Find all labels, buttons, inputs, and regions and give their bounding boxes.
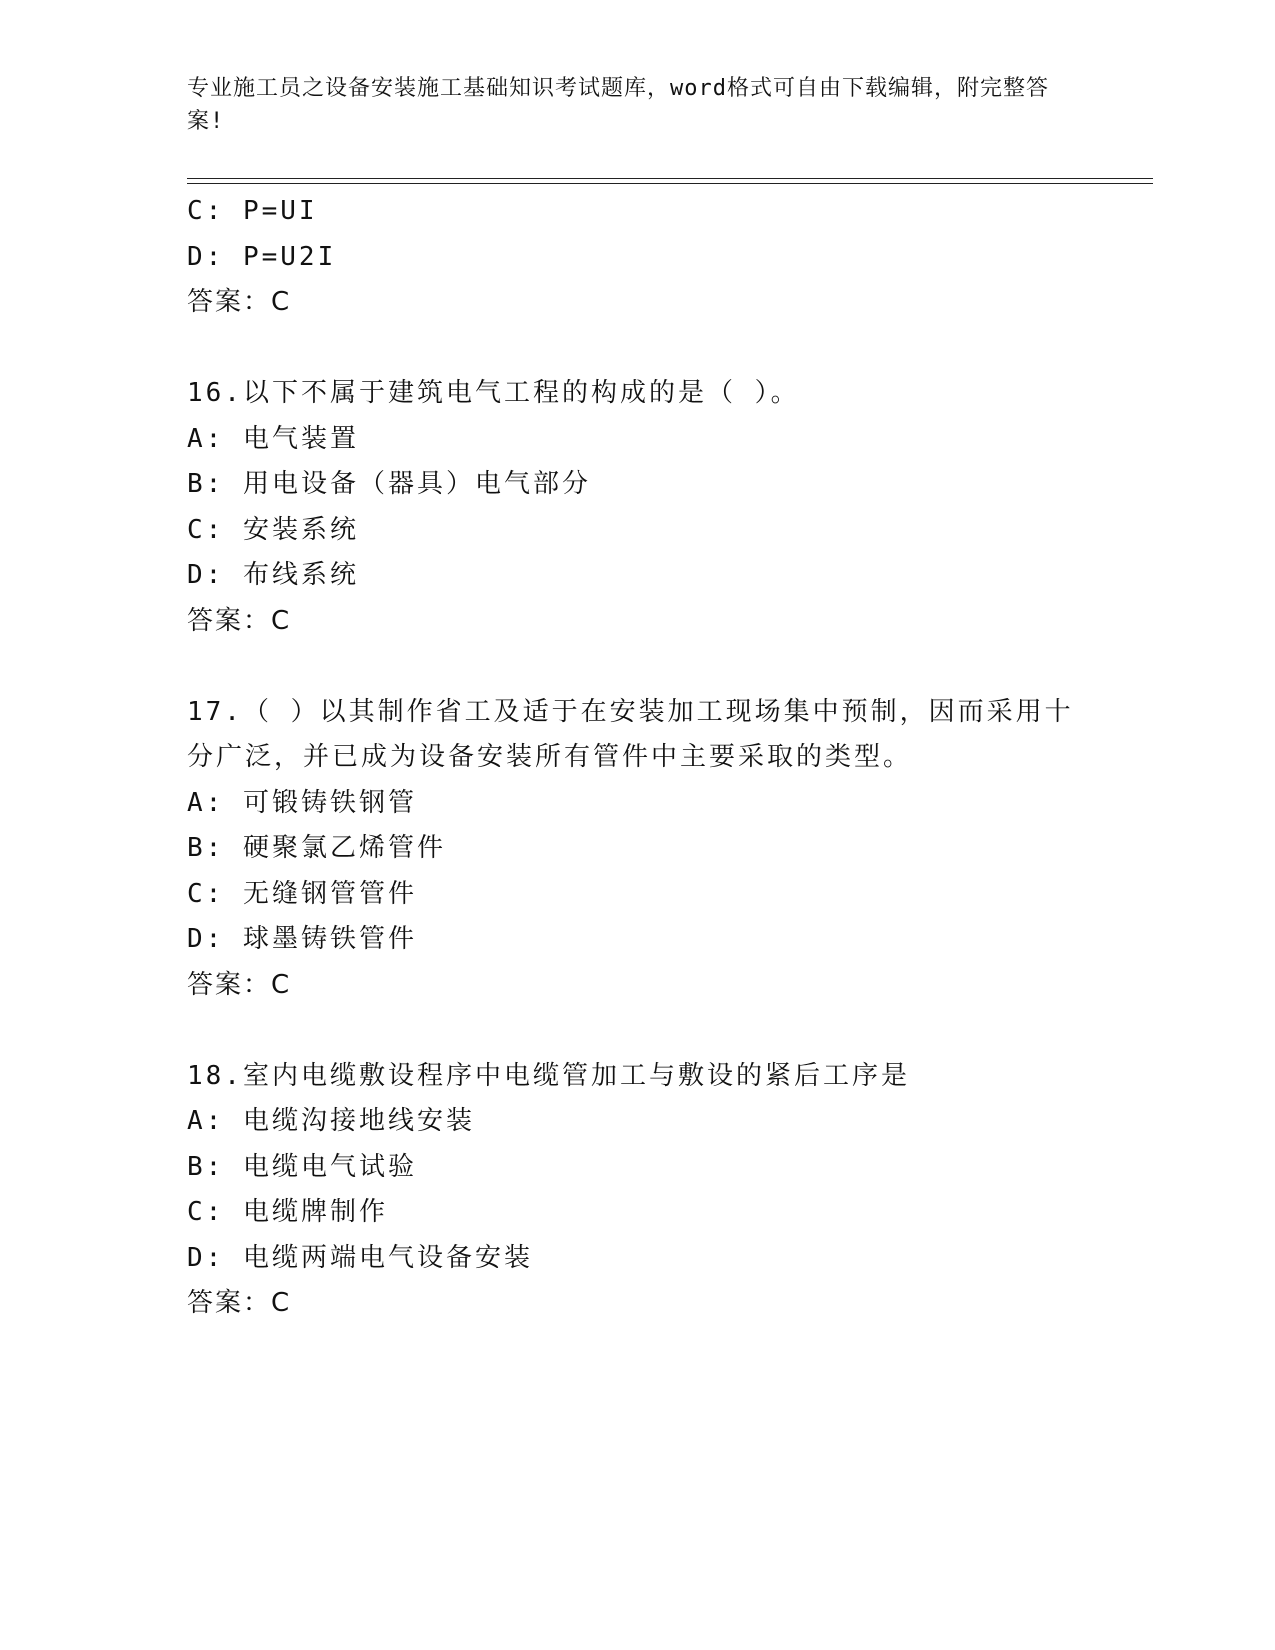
question-18 [187, 1054, 1087, 1327]
header-divider-top [187, 178, 1153, 179]
continued-question [187, 189, 1087, 326]
option-d: D: 球墨铸铁管件 [187, 924, 417, 954]
option-d: D: 布线系统 [187, 560, 359, 590]
question-17 [187, 690, 1087, 1009]
header-divider-bottom [187, 183, 1153, 184]
option-a: A: 电气装置 [187, 423, 359, 454]
document-body [187, 189, 1087, 1327]
answer-line: 答案：C [187, 969, 292, 1000]
answer-line: 答案：C [187, 287, 292, 317]
answer-line: 答案：C [187, 1288, 292, 1318]
question-text: 17.（ ）以其制作省工及适于在安装加工现场集中预制，因而采用十分广泛，并已成为设备安装所有管件中主要采取的类型。 [187, 696, 1074, 772]
spacer [187, 644, 1087, 690]
option-b: B: 用电设备（器具）电气部分 [187, 469, 591, 499]
option-d: D: 电缆两端电气设备安装 [187, 1242, 533, 1273]
spacer [187, 326, 1087, 372]
question-text: 16.以下不属于建筑电气工程的构成的是（ ）。 [187, 378, 800, 408]
option-a: A: 电缆沟接地线安装 [187, 1106, 475, 1136]
question-16 [187, 371, 1087, 644]
answer-line: 答案：C [187, 605, 292, 636]
document-header: 专业施工员之设备安装施工基础知识考试题库，word格式可自由下载编辑，附完整答案! [187, 76, 1049, 134]
option-b: B: 硬聚氯乙烯管件 [187, 833, 446, 863]
option-c: C: 无缝钢管管件 [187, 878, 417, 909]
option-c: C: 安装系统 [187, 514, 359, 545]
option-c: C: 电缆牌制作 [187, 1197, 388, 1227]
option-c: C: P=UI [187, 196, 318, 226]
spacer [187, 1008, 1087, 1054]
option-d: D: P=U2I [187, 241, 337, 272]
question-text: 18.室内电缆敷设程序中电缆管加工与敷设的紧后工序是 [187, 1060, 910, 1091]
option-b: B: 电缆电气试验 [187, 1151, 417, 1182]
option-a: A: 可锻铸铁钢管 [187, 787, 417, 818]
